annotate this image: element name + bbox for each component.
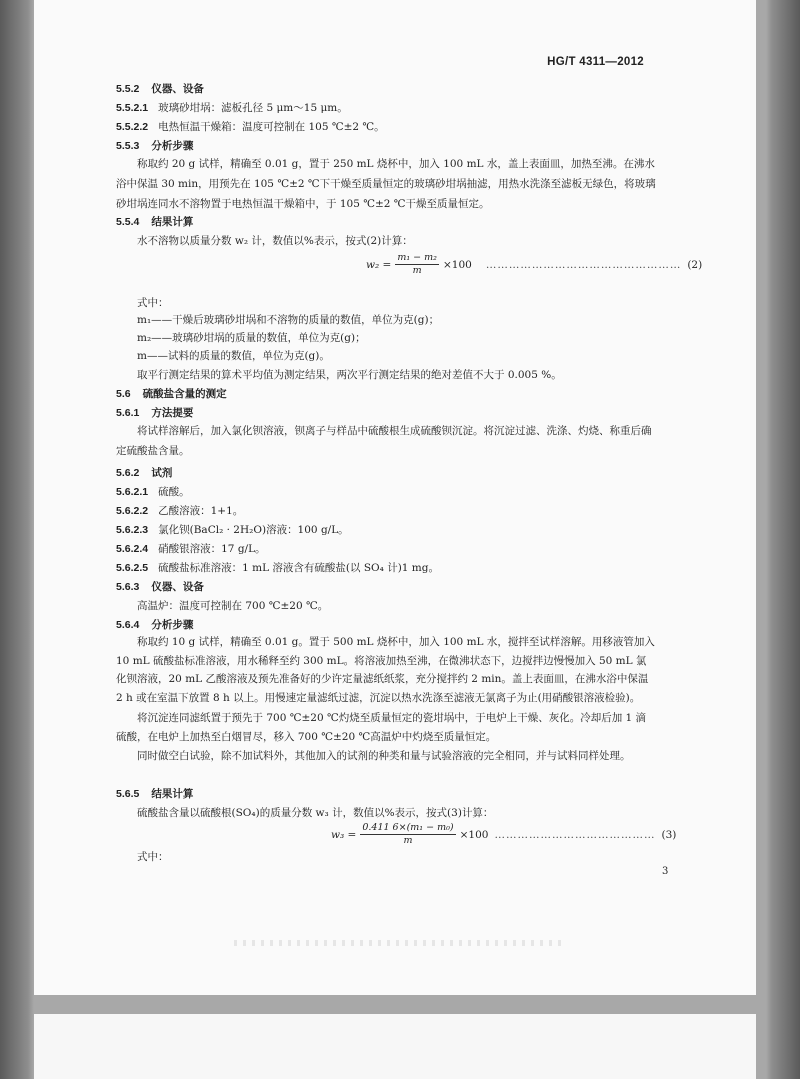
item-5-6-2-5: 5.6.2.5 硫酸盐标准溶液：1 mL 溶液含有硫酸盐(以 SO₄ 计)1 mg。: [116, 562, 439, 574]
heading-5-5-2: 5.5.2 仪器、设备: [116, 83, 204, 95]
scan-artifact: [234, 940, 564, 946]
heading-5-6-5: 5.6.5 结果计算: [116, 788, 194, 800]
wherein-label: 式中：: [137, 297, 169, 309]
item-5-6-2-1: 5.6.2.1 硫酸。: [116, 486, 190, 498]
definition-m2: m₂——玻璃砂坩埚的质量的数值，单位为克(g)；: [137, 332, 366, 344]
heading-5-5-3: 5.5.3 分析步骤: [116, 140, 194, 152]
paragraph-5-5-3: 称取约 20 g 试样，精确至 0.01 g，置于 250 mL 烧杯中，加入 100 mL 水，盖上表面皿，加热至沸。在沸水浴中保温 30 min，用预先在 105 ℃±2 ℃下干燥至质量恒定的玻璃砂坩埚抽滤，用热水洗涤至滤板无绿色，将玻璃砂坩埚连同水不溶物置于电热恒温干燥箱中，于 105 ℃±2 ℃干燥至质量恒定。: [116, 158, 656, 210]
formula-2: w₂ = $\frac{\text{m₁ − m₂}}{m}$ ×100 …………………………………………… (2): [366, 252, 703, 276]
item-5-5-2-1: 5.5.2.1 玻璃砂坩埚：滤板孔径 5 μm～15 μm。: [116, 102, 348, 114]
item-5-6-2-4: 5.6.2.4 硝酸银溶液：17 g/L。: [116, 543, 266, 555]
paragraph-5-6-4-c: 同时做空白试验，除不加试料外，其他加入的试剂的种类和量与试验溶液的完全相同，并与试料同样处理。: [137, 750, 631, 762]
definition-m1: m₁——干燥后玻璃砂坩埚和不溶物的质量的数值，单位为克(g)；: [137, 314, 440, 326]
item-5-6-2-3: 5.6.2.3 氯化钡(BaCl₂ · 2H₂O)溶液：100 g/L。: [116, 524, 349, 536]
paragraph-5-6-1: 将试样溶解后，加入氯化钡溶液，钡离子与样品中硫酸根生成硫酸钡沉淀。将沉淀过滤、洗涤、灼烧、称重后确定硫酸盐含量。: [116, 425, 652, 457]
paragraph-5-6-5: 硫酸盐含量以硫酸根(SO₄)的质量分数 w₃ 计，数值以%表示，按式(3)计算：: [137, 807, 494, 819]
item-5-6-2-2: 5.6.2.2 乙酸溶液：1+1。: [116, 505, 244, 517]
standard-code: HG/T 4311—2012: [547, 56, 644, 68]
document-page: [34, 0, 756, 995]
heading-5-6-3: 5.6.3 仪器、设备: [116, 581, 204, 593]
heading-5-6-2: 5.6.2 试剂: [116, 467, 173, 479]
page-number: 3: [662, 866, 669, 877]
paragraph-5-6-3: 高温炉：温度可控制在 700 ℃±20 ℃。: [137, 600, 329, 612]
next-page-preview: [34, 1014, 756, 1079]
paragraph-5-6-4-a: 称取约 10 g 试样，精确至 0.01 g。置于 500 mL 烧杯中，加入 100 mL 水，搅拌至试样溶解。用移液管加入 10 mL 硫酸盐标准溶液，用水稀释至约 300 mL。将溶液加热至沸，在微沸状态下，边搅拌边慢慢加入 50 mL 氯化钡溶液，20 mL 乙酸溶液及预先准备好的少许定量滤纸纸浆，充分搅拌约 2 min。盖上表面皿，在沸水浴中保温 2 h 或在室温下放置 8 h 以上。用慢速定量滤纸过滤，沉淀以热水洗涤至滤液无氯离子为止(用硝酸银溶液检验)。: [116, 636, 655, 704]
paragraph-5-5-4: 水不溶物以质量分数 w₂ 计，数值以%表示，按式(2)计算：: [137, 235, 413, 247]
paragraph-parallel: 取平行测定结果的算术平均值为测定结果，两次平行测定结果的绝对差值不大于 0.005 %。: [137, 369, 562, 381]
formula-3: w₃ = $\frac{\text{0.411 6×(m₁ − m₀)}}{m}$ ×100 …………………………………… (3): [331, 822, 677, 846]
definition-m: m——试料的质量的数值，单位为克(g)。: [137, 350, 330, 362]
heading-5-6-1: 5.6.1 方法提要: [116, 407, 194, 419]
heading-5-5-4: 5.5.4 结果计算: [116, 216, 194, 228]
item-5-5-2-2: 5.5.2.2 电热恒温干燥箱：温度可控制在 105 ℃±2 ℃。: [116, 121, 385, 133]
paragraph-5-6-4-b: 将沉淀连同滤纸置于预先于 700 ℃±20 ℃灼烧至质量恒定的瓷坩埚中，于电炉上干燥、灰化。冷却后加 1 滴硫酸，在电炉上加热至白烟冒尽，移入 700 ℃±20 ℃高温炉中灼烧至质量恒定。: [116, 712, 647, 743]
heading-5-6: 5.6 硫酸盐含量的测定: [116, 388, 227, 400]
wherein-label-2: 式中：: [137, 851, 169, 863]
heading-5-6-4: 5.6.4 分析步骤: [116, 619, 194, 631]
